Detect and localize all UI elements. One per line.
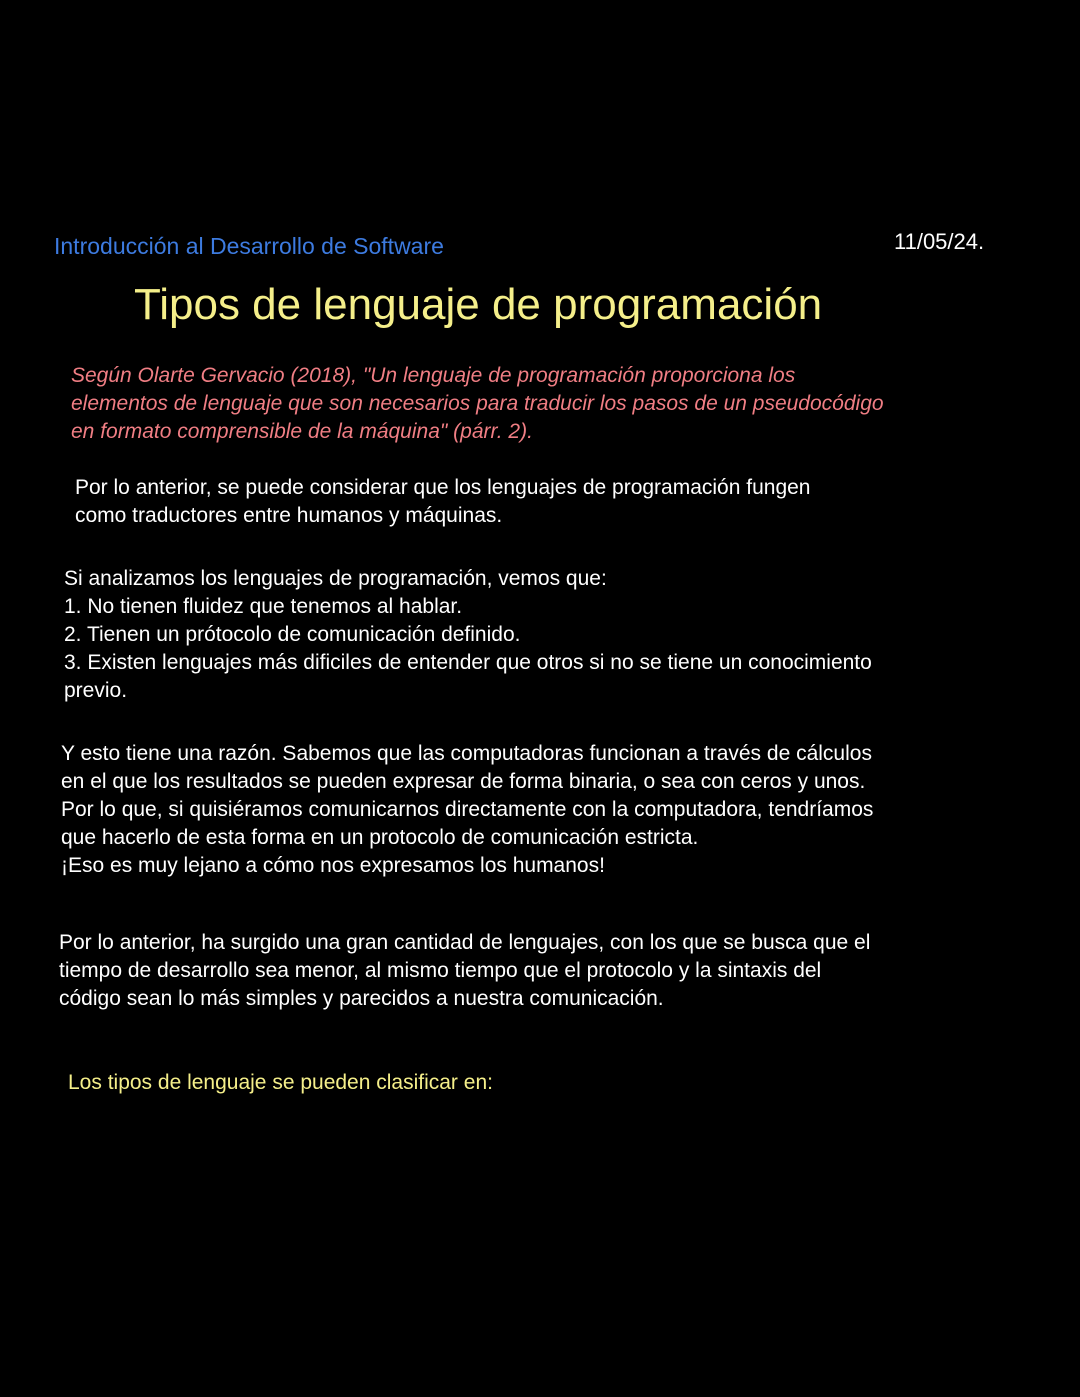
quote-line: en formato comprensible de la máquina" (párr. 2). [71,420,533,443]
paragraph-line: en el que los resultados se pueden expresar de forma binaria, o sea con ceros y unos. [61,770,866,793]
page-title: Tipos de lenguaje de programación [134,280,823,329]
analysis-list [64,565,1024,705]
paragraph-line: código sean lo más simples y parecidos a nuestra comunicación. [59,987,664,1010]
paragraph-line: tiempo de desarrollo sea menor, al mismo tiempo que el protocolo y la sintaxis del [59,959,822,982]
list-item: 3. Existen lenguajes más dificiles de entender que otros si no se tiene un conocimiento [64,651,872,674]
quote-line: Según Olarte Gervacio (2018), "Un lenguaje de programación proporciona los [71,364,796,387]
paragraph-translators [75,474,975,530]
paragraph-binary [61,740,1031,880]
list-item: previo. [64,679,128,702]
paragraph-line: como traductores entre humanos y máquinas. [75,504,503,527]
closing-statement: Los tipos de lenguaje se pueden clasificar en: [68,1071,493,1094]
list-item: 2. Tienen un prótocolo de comunicación definido. [64,623,521,646]
analysis-intro: Si analizamos los lenguajes de programación, vemos que: [64,567,607,590]
list-item: 1. No tienen fluidez que tenemos al hablar. [64,595,463,618]
paragraph-line: Por lo anterior, se puede considerar que los lenguajes de programación fungen [75,476,811,499]
paragraph-line: ¡Eso es muy lejano a cómo nos expresamos los humanos! [61,854,605,877]
course-name: Introducción al Desarrollo de Software [54,233,444,259]
paragraph-line: Y esto tiene una razón. Sabemos que las computadoras funcionan a través de cálculos [61,742,872,765]
date: 11/05/24. [894,229,985,254]
paragraph-languages [59,929,1029,1013]
citation-quote [71,362,1021,446]
quote-line: elementos de lenguaje que son necesarios para traducir los pasos de un pseudocódigo [71,392,884,415]
paragraph-line: que hacerlo de esta forma en un protocolo de comunicación estricta. [61,826,699,849]
paragraph-line: Por lo que, si quisiéramos comunicarnos directamente con la computadora, tendríamos [61,798,874,821]
paragraph-line: Por lo anterior, ha surgido una gran cantidad de lenguajes, con los que se busca que el [59,931,871,954]
